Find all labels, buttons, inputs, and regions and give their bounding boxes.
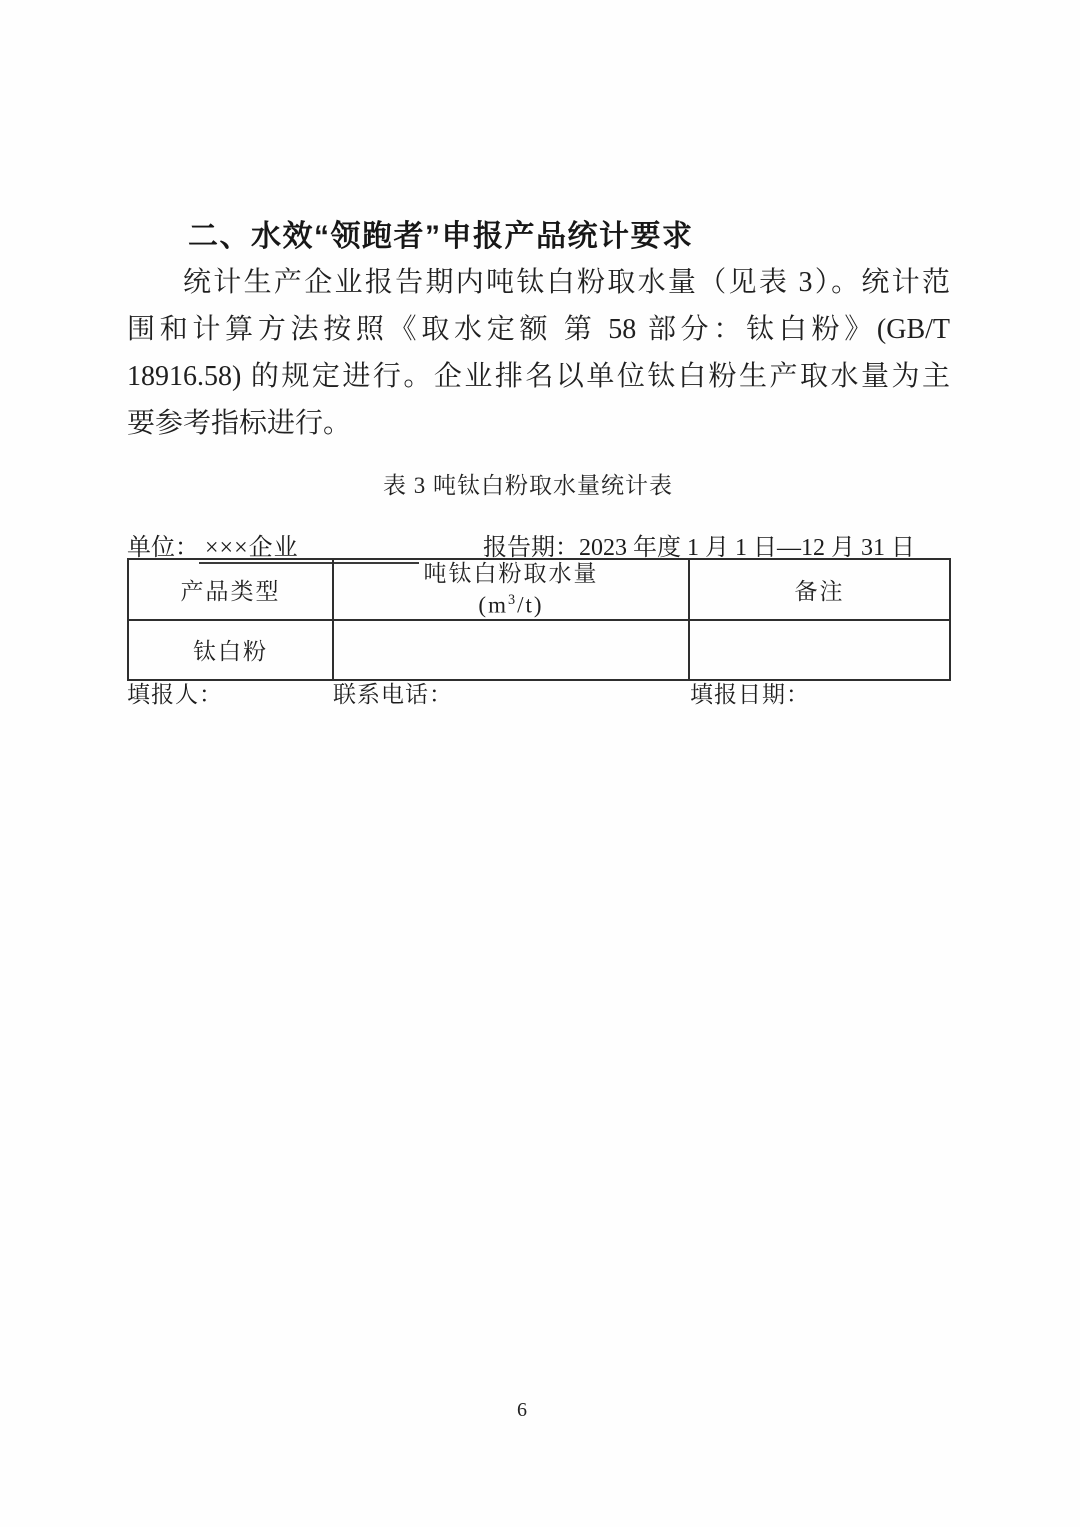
date-label: 填报日期：	[690, 682, 810, 707]
cell-water-intake	[333, 620, 689, 680]
col-header-remark: 备注	[689, 559, 950, 620]
cell-product-type: 钛白粉	[128, 620, 333, 680]
unit-value: ×××企业	[199, 527, 419, 564]
phone-label: 联系电话：	[333, 682, 453, 707]
paragraph-line: 18916.58) 的规定进行。企业排名以单位钛白粉生产取水量为主	[127, 361, 950, 392]
filler-label: 填报人：	[127, 682, 223, 707]
unit-close: /t)	[517, 592, 544, 618]
table-caption: 表 3 吨钛白粉取水量统计表	[383, 473, 673, 498]
unit-open: (m	[478, 592, 508, 618]
table-row	[128, 620, 950, 680]
section-heading: 二、水效“领跑者”申报产品统计要求	[188, 220, 694, 253]
paragraph-line: 围和计算方法按照《取水定额 第 58 部分：钛白粉》(GB/T	[127, 314, 950, 345]
paragraph-line: 要参考指标进行。	[127, 408, 352, 439]
unit-label: 单位：	[127, 535, 199, 561]
statistics-table	[127, 558, 951, 681]
body-paragraph	[127, 259, 950, 447]
unit-superscript: 3	[507, 592, 518, 608]
col-header-water-intake	[333, 559, 689, 620]
table-header-row	[128, 559, 950, 620]
col-header-product-type: 产品类型	[128, 559, 333, 620]
page-number: 6	[517, 1399, 527, 1421]
cell-remark	[689, 620, 950, 680]
paragraph-line: 统计生产企业报告期内吨钛白粉取水量（见表 3）。统计范	[183, 267, 950, 298]
water-intake-title: 吨钛白粉取水量	[423, 561, 599, 586]
report-period: 报告期：2023 年度 1 月 1 日—12 月 31 日	[483, 535, 915, 561]
water-intake-unit	[334, 587, 688, 619]
